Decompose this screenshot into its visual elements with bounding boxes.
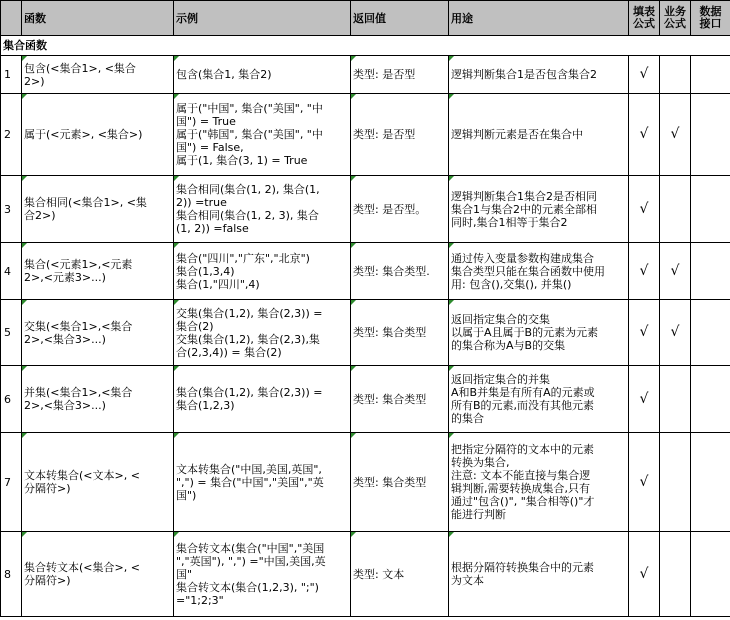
usage-cell-text: 逻辑判断元素是否在集合中 — [451, 128, 583, 141]
business-formula-cell — [660, 56, 691, 94]
fill-formula-cell-text: √ — [639, 126, 649, 142]
data-interface-cell — [691, 56, 730, 94]
row-number-text: 8 — [4, 567, 11, 581]
business-formula-cell — [660, 243, 691, 300]
example-cell-text: 属于("中国", 集合("美国", "中 国") = True 属于("韩国", 集合("美国", "中 国") = False, 属于(1, 集合(3, 1) = True — [176, 102, 323, 167]
section-title: 集合函数 — [1, 36, 730, 56]
usage-cell — [449, 300, 629, 366]
return-cell-text: 类型: 集合类型. — [353, 264, 430, 278]
row-number — [1, 300, 22, 366]
function-cell — [22, 56, 174, 94]
header-example: 示例 — [174, 1, 351, 36]
row-number-text: 5 — [4, 326, 11, 339]
return-cell — [351, 176, 449, 243]
fill-formula-cell-text: √ — [639, 324, 649, 340]
return-cell — [351, 433, 449, 532]
business-formula-cell — [660, 94, 691, 176]
usage-cell — [449, 94, 629, 176]
return-cell-text: 类型: 集合类型 — [353, 326, 427, 339]
fill-formula-cell — [629, 243, 660, 300]
fill-formula-cell — [629, 176, 660, 243]
table-row — [1, 433, 730, 532]
return-cell-text: 类型: 是否型。 — [353, 202, 427, 216]
example-cell-text: 集合(集合(1,2), 集合(2,3)) = 集合(1,2,3) — [176, 386, 323, 412]
row-number — [1, 366, 22, 433]
function-cell-text: 文本转集合(<文本>, < 分隔符>) — [24, 469, 140, 495]
return-cell — [351, 532, 449, 617]
section-row — [1, 36, 730, 56]
return-cell — [351, 366, 449, 433]
fill-formula-cell — [629, 433, 660, 532]
business-formula-cell — [660, 532, 691, 617]
example-cell — [174, 366, 351, 433]
row-number — [1, 433, 22, 532]
return-cell — [351, 56, 449, 94]
table-body — [1, 56, 730, 617]
usage-cell — [449, 176, 629, 243]
business-formula-cell — [660, 176, 691, 243]
usage-cell — [449, 366, 629, 433]
return-cell — [351, 243, 449, 300]
fill-formula-cell-text: √ — [639, 200, 649, 217]
example-cell-text: 集合("四川","广东","北京") 集合(1,3,4) 集合(1,"四川",4) — [176, 251, 310, 291]
usage-cell — [449, 243, 629, 300]
table-row — [1, 366, 730, 433]
example-cell-text: 集合转文本(集合("中国","美国 ","英国"), ",") ="中国,美国,英 国" 集合转文本(集合(1,2,3), ";") ="1;2;3" — [176, 541, 326, 607]
function-cell-text: 并集(<集合1>,<集合 2>,<集合3>...) — [24, 386, 133, 412]
fill-formula-cell — [629, 94, 660, 176]
table-row — [1, 243, 730, 300]
business-formula-cell-text: √ — [670, 262, 680, 279]
row-number-text: 7 — [4, 475, 11, 489]
header-function: 函数 — [22, 1, 174, 36]
fill-formula-cell-text: √ — [639, 565, 649, 582]
example-cell — [174, 176, 351, 243]
usage-cell — [449, 56, 629, 94]
usage-cell — [449, 433, 629, 532]
row-number — [1, 56, 22, 94]
fill-formula-cell-text: √ — [639, 473, 649, 490]
header-fill-formula: 填表 公式 — [629, 1, 660, 36]
row-number-text: 6 — [4, 392, 11, 406]
table-row — [1, 532, 730, 617]
return-cell-text: 类型: 文本 — [353, 567, 405, 581]
return-cell — [351, 94, 449, 176]
function-cell — [22, 176, 174, 243]
header-usage: 用途 — [449, 1, 629, 36]
header-return: 返回值 — [351, 1, 449, 36]
return-cell-text: 类型: 是否型 — [353, 128, 416, 141]
data-interface-cell — [691, 433, 730, 532]
usage-cell-text: 把指定分隔符的文本中的元素 转换为集合, 注意: 文本不能直接与集合逻 辑判断,需要转换成集合,只有 通过"包含()", "集合相等()"才 能进行判断 — [451, 443, 595, 521]
function-cell-text: 集合(<元素1>,<元素 2>,<元素3>...) — [24, 258, 133, 284]
example-cell — [174, 433, 351, 532]
header-business-formula: 业务 公式 — [660, 1, 691, 36]
example-cell — [174, 532, 351, 617]
data-interface-cell — [691, 532, 730, 617]
data-interface-cell — [691, 366, 730, 433]
header-data-interface: 数据 接口 — [691, 1, 730, 36]
row-number — [1, 176, 22, 243]
table-row — [1, 176, 730, 243]
usage-cell-text: 通过传入变量参数构建成集合 集合类型只能在集合函数中使用 用: 包含(),交集(), 并集() — [451, 251, 605, 291]
business-formula-cell-text: √ — [670, 324, 680, 340]
table-row — [1, 300, 730, 366]
fill-formula-cell-text: √ — [639, 262, 649, 279]
fill-formula-cell — [629, 366, 660, 433]
data-interface-cell — [691, 300, 730, 366]
fill-formula-cell — [629, 532, 660, 617]
data-interface-cell — [691, 94, 730, 176]
return-cell — [351, 300, 449, 366]
fill-formula-cell — [629, 56, 660, 94]
function-cell-text: 属于(<元素>, <集合>) — [24, 128, 143, 141]
example-cell-text: 包含(集合1, 集合2) — [176, 68, 272, 81]
example-cell — [174, 300, 351, 366]
function-cell — [22, 94, 174, 176]
return-cell-text: 类型: 集合类型 — [353, 475, 427, 489]
usage-cell-text: 根据分隔符转换集合中的元素 为文本 — [451, 561, 594, 587]
function-cell-text: 交集(<集合1>,<集合 2>,<集合3>...) — [24, 319, 133, 346]
table-row — [1, 94, 730, 176]
business-formula-cell-text: √ — [670, 126, 680, 142]
header-num — [1, 1, 22, 36]
function-cell-text: 集合转文本(<集合>, < 分隔符>) — [24, 561, 140, 587]
row-number-text: 2 — [4, 128, 11, 141]
example-cell — [174, 243, 351, 300]
example-cell-text: 交集(集合(1,2), 集合(2,3)) = 集合(2) 交集(集合(1,2), 集合(2,3),集 合(2,3,4)) = 集合(2) — [176, 306, 323, 359]
usage-cell — [449, 532, 629, 617]
example-cell — [174, 94, 351, 176]
header-row — [1, 1, 730, 36]
function-cell — [22, 532, 174, 617]
table-row — [1, 56, 730, 94]
example-cell-text: 集合相同(集合(1, 2), 集合(1, 2)) =true 集合相同(集合(1, 2, 3), 集合 (1, 2)) =false — [176, 183, 320, 235]
function-cell — [22, 243, 174, 300]
data-interface-cell — [691, 176, 730, 243]
business-formula-cell — [660, 300, 691, 366]
function-cell — [22, 300, 174, 366]
usage-cell-text: 逻辑判断集合1是否包含集合2 — [451, 68, 597, 81]
row-number — [1, 94, 22, 176]
fill-formula-cell-text: √ — [639, 390, 649, 407]
example-cell — [174, 56, 351, 94]
function-cell — [22, 433, 174, 532]
row-number-text: 3 — [4, 202, 11, 216]
data-interface-cell — [691, 243, 730, 300]
row-number-text: 4 — [4, 264, 11, 278]
business-formula-cell — [660, 433, 691, 532]
fill-formula-cell-text: √ — [639, 66, 649, 82]
usage-cell-text: 逻辑判断集合1集合2是否相同 集合1与集合2中的元素全部相 同时,集合1相等于集合2 — [451, 189, 597, 229]
fill-formula-cell — [629, 300, 660, 366]
row-number-text: 1 — [4, 68, 11, 81]
return-cell-text: 类型: 是否型 — [353, 68, 416, 81]
function-cell — [22, 366, 174, 433]
example-cell-text: 文本转集合("中国,美国,英国", ",") = 集合("中国","美国","英 国") — [176, 462, 324, 502]
function-cell-text: 集合相同(<集合1>, <集 合2>) — [24, 196, 147, 222]
return-cell-text: 类型: 集合类型 — [353, 392, 427, 406]
row-number — [1, 532, 22, 617]
usage-cell-text: 返回指定集合的交集 以属于A且属于B的元素为元素 的集合称为A与B的交集 — [451, 313, 599, 352]
business-formula-cell — [660, 366, 691, 433]
function-cell-text: 包含(<集合1>, <集合 2>) — [24, 61, 136, 88]
usage-cell-text: 返回指定集合的并集 A和B并集是有所有A的元素或 所有B的元素,而没有其他元素 的集合 — [451, 373, 595, 425]
row-number — [1, 243, 22, 300]
